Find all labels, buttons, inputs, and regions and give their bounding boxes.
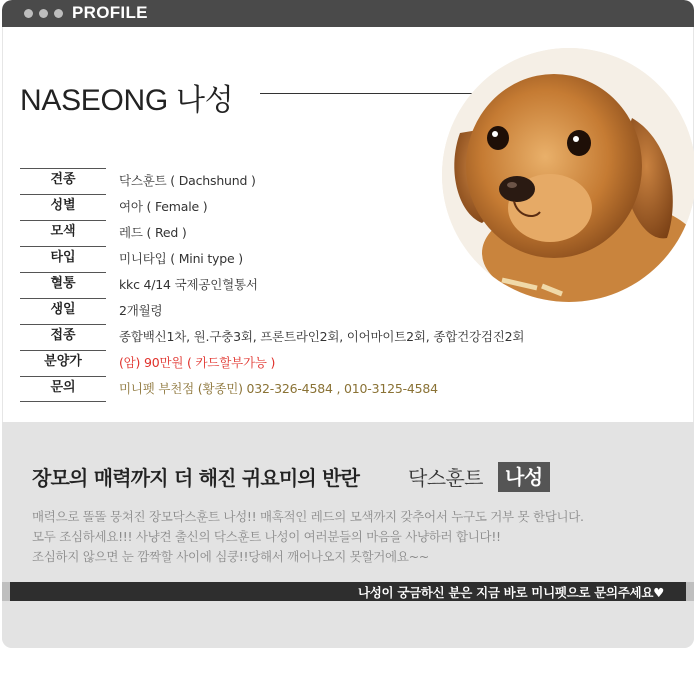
- price-value: (암) 90만원 ( 카드할부가능 ): [119, 355, 276, 370]
- info-label: 생일: [20, 298, 106, 323]
- puppy-photo: [442, 48, 694, 302]
- name-badge: 나성: [498, 462, 550, 492]
- info-label: 접종: [20, 324, 106, 349]
- info-label: 모색: [20, 220, 106, 245]
- info-label: 견종: [20, 168, 106, 193]
- puppy-name: NASEONG 나성: [20, 84, 234, 117]
- info-label: 문의: [20, 376, 106, 402]
- strip-edge-right: [686, 582, 694, 601]
- info-value: 종합백신1차, 원.구충3회, 프론트라인2회, 이어마이트2회, 종합건강검진2회: [119, 329, 525, 344]
- info-label: 타입: [20, 246, 106, 271]
- info-value: 여아 ( Female ): [119, 199, 208, 214]
- promo-line: 모두 조심하세요!!! 사냥견 출신의 닥스훈트 나성이 여러분들의 마음을 사냥하러 합니다!!: [32, 529, 501, 544]
- profile-card: [2, 0, 694, 648]
- promo-breed: 닥스훈트: [408, 466, 483, 490]
- cta-text: 나성이 궁금하신 분은 지금 바로 미니펫으로 문의주세요♥: [357, 585, 664, 600]
- profile-header-bar: [2, 0, 694, 27]
- title-rule: [260, 93, 472, 94]
- promo-line: 조심하지 않으면 눈 깜짝할 사이에 심쿵!!당해서 깨어나오지 못할거에요~~: [32, 549, 429, 564]
- info-label: 성별: [20, 194, 106, 219]
- promo-description: [32, 507, 584, 567]
- promo-line: 매력으로 똘똘 뭉쳐진 장모닥스훈트 나성!! 매혹적인 레드의 모색까지 갖추어서 누구도 거부 못 한답니다.: [32, 509, 584, 524]
- profile-title: PROFILE: [72, 3, 148, 22]
- dot-icon: [39, 9, 48, 18]
- dot-icon: [24, 9, 33, 18]
- strip-edge-left: [2, 582, 10, 601]
- info-value: 닥스훈트 ( Dachshund ): [119, 173, 256, 188]
- info-label: 분양가: [20, 350, 106, 375]
- dot-icon: [54, 9, 63, 18]
- info-value: 2개월령: [119, 303, 163, 318]
- info-value: 레드 ( Red ): [119, 225, 187, 240]
- info-label: 혈통: [20, 272, 106, 297]
- cta-strip: [2, 582, 694, 601]
- window-dots: [24, 9, 63, 18]
- contact-value: 미니펫 부천점 (황종민) 032-326-4584 , 010-3125-4584: [119, 381, 438, 396]
- info-value: kkc 4/14 국제공인혈통서: [119, 277, 258, 292]
- info-value: 미니타입 ( Mini type ): [119, 251, 243, 266]
- promo-headline: 장모의 매력까지 더 해진 귀요미의 반란: [32, 466, 360, 490]
